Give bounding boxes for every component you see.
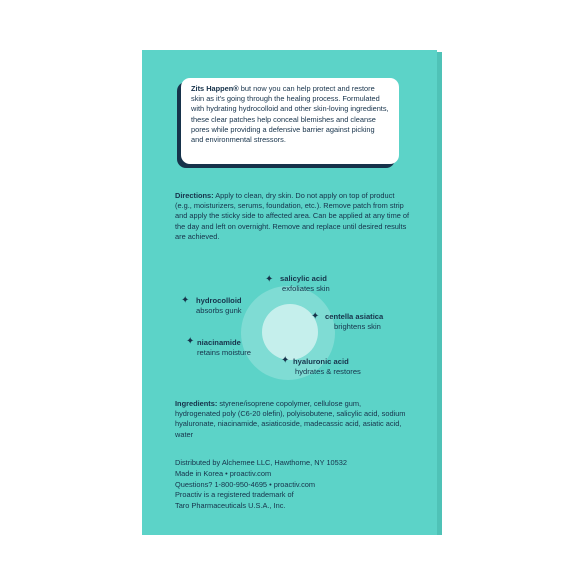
product-box-side [437,52,442,535]
benefit-desc: exfoliates skin [282,284,330,293]
sparkle-icon: ✦ [311,311,320,322]
sparkle-icon: ✦ [186,336,195,347]
distributor-line: Distributed by Alchemee LLC, Hawthorne, NY 10532 [175,458,347,467]
benefit-name: centella asiatica [325,312,384,321]
benefit-name: hyaluronic acid [293,357,349,366]
benefit-name: salicylic acid [280,274,327,283]
trademark-owner-line: Taro Pharmaceuticals U.S.A., Inc. [175,501,286,511]
ingredients-label: Ingredients: [175,399,218,408]
sparkle-icon: ✦ [281,355,290,366]
benefit-desc: retains moisture [197,348,252,357]
benefit-name: hydrocolloid [196,296,242,305]
ingredients-text: styrene/isoprene copolymer, cellulose gum, hydrogenated poly (C6-20 olefin), polyisobutene, salicylic acid, sodium hyaluronate, niacinamide, asiaticoside, madecassic acid, asiatic acid, water [175,399,406,439]
directions-text: Apply to clean, dry skin. Do not apply on top of product (e.g., moisturizers, serums, foundation, etc.). Remove patch from strip and apply the sticky side to affected area. Can be applied at any time of the day and left on overnight. Remove and replace until desired results are achieved. [175,191,410,241]
brand-name: Zits Happen® [191,84,239,93]
benefit-hydrocolloid [196,296,242,316]
benefit-salicylic-acid [280,274,330,294]
directions-label: Directions: [175,191,214,200]
benefit-name: niacinamide [197,338,241,347]
ingredients-block [175,399,407,440]
benefit-desc: hydrates & restores [295,367,361,376]
benefits-circle-inner [262,304,318,360]
distributor-block [175,458,405,512]
intro-text: but now you can help protect and restore skin as it's going through the healing process. Formulated with hydrating hydrocolloid and other skin-loving ingredients, these clear patches help conceal blemishes and cleanse pores while providing a defensive barrier against picking and environmental stressors. [191,84,389,145]
benefit-desc: brightens skin [334,322,381,331]
benefit-centella-asiatica [325,312,383,332]
trademark-line: Proactiv is a registered trademark of [175,490,294,500]
benefit-hyaluronic-acid [293,357,361,377]
directions-block [175,191,410,242]
origin-line: Made in Korea • proactiv.com [175,468,272,478]
intro-card [181,78,399,164]
sparkle-icon: ✦ [265,274,274,285]
questions-line: Questions? 1-800-950-4695 • proactiv.com [175,479,316,489]
benefit-niacinamide [197,338,251,358]
sparkle-icon: ✦ [181,295,190,306]
benefit-desc: absorbs gunk [196,306,242,315]
